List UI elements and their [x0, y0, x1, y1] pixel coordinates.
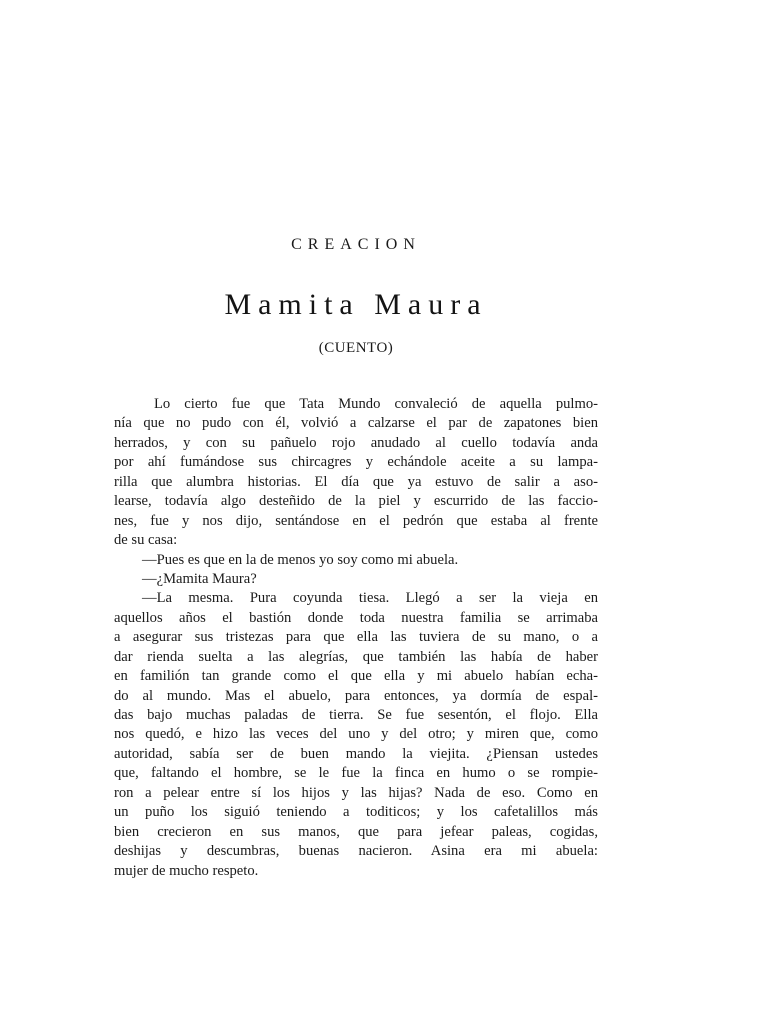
body-line: learse, todavía algo desteñido de la piel y escurrido de las faccio-: [114, 493, 598, 510]
body-line: a asegurar sus tristezas para que ella las tuviera de su mano, o a: [114, 629, 598, 646]
body-line: en familión tan grande como el que ella y mi abuelo habían echa-: [114, 668, 598, 685]
body-line: do al mundo. Mas el abuelo, para entonces, ya dormía de espal-: [114, 687, 598, 704]
body-line: Lo cierto fue que Tata Mundo convaleció de aquella pulmo-: [154, 396, 598, 412]
dialogue-line: —Pues es que en la de menos yo soy como mi abuela.: [142, 551, 459, 568]
story-subtitle: (CUENTO): [318, 340, 394, 356]
body-line: deshijas y descumbras, buenas nacieron. Asina era mi abuela:: [114, 843, 598, 860]
story-title: Mamita Maura: [224, 288, 488, 321]
body-line: aquellos años el bastión donde toda nuestra familia se arrimaba: [114, 609, 598, 626]
body-line: autoridad, sabía ser de buen mando la viejita. ¿Piensan ustedes: [114, 745, 598, 762]
body-line: que, faltando el hombre, se le fue la finca en humo o se rompie-: [114, 765, 598, 782]
body-line: bien crecieron en sus manos, que para jefear paleas, cogidas,: [114, 823, 598, 840]
section-label: CREACION: [291, 236, 421, 253]
dialogue-line: —¿Mamita Maura?: [142, 570, 257, 587]
body-line: nía que no pudo con él, volvió a calzarse el par de zapatones bien: [114, 415, 598, 432]
body-line: por ahí fumándose sus chircagres y echándole aceite a su lampa-: [114, 454, 598, 471]
story-body: [114, 395, 598, 881]
body-line: de su casa:: [114, 532, 178, 549]
dialogue-line: —La mesma. Pura coyunda tiesa. Llegó a ser la vieja en: [142, 590, 598, 607]
body-line: herrados, y con su pañuelo rojo anudado al cuello todavía anda: [114, 434, 598, 451]
body-line: nos quedó, e hizo las veces del uno y del otro; y miren que, como: [114, 726, 598, 743]
body-line: ron a pelear entre sí los hijos y las hijas? Nada de eso. Como en: [114, 784, 598, 801]
body-line: nes, fue y nos dijo, sentándose en el pedrón que estaba al frente: [114, 512, 598, 529]
body-line: dar rienda suelta a las alegrías, que también las había de haber: [114, 648, 598, 665]
body-line: das bajo muchas paladas de tierra. Se fue sesentón, el flojo. Ella: [114, 707, 598, 723]
body-line: mujer de mucho respeto.: [114, 862, 259, 879]
body-line: rilla que alumbra historias. El día que ya estuvo de salir a aso-: [114, 473, 598, 490]
body-line: un puño los siguió teniendo a toditicos; y los cafetalillos más: [114, 804, 598, 821]
